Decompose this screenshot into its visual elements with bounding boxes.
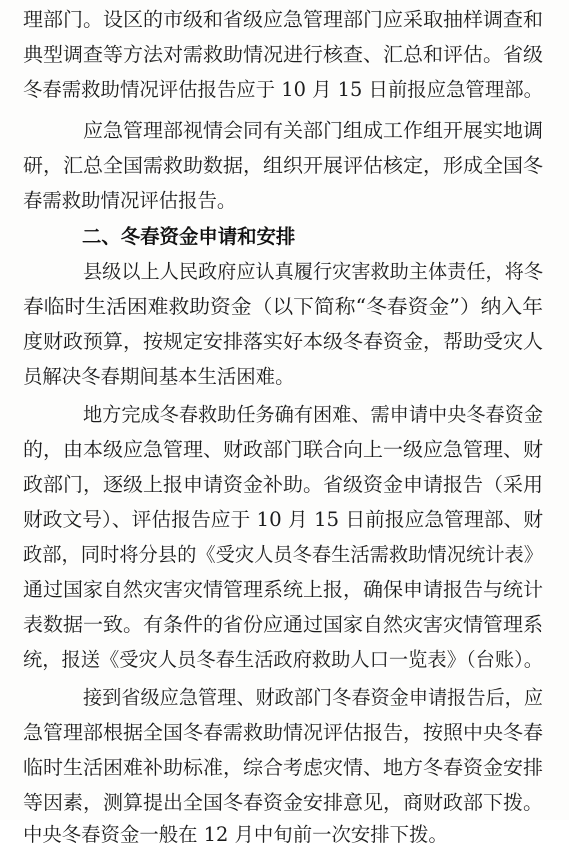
line-text: 县级以上人民政府应认真履行灾害救助主体责任，将冬: [83, 260, 544, 283]
line-text: 等因素，测算提出全国冬春资金安排意见，商财政部下拨。: [23, 791, 543, 814]
text-line: [0, 359, 569, 395]
line-text: 员解决冬春期间基本生活困难。: [23, 365, 295, 388]
text-line: [0, 148, 569, 184]
text-line: [0, 607, 569, 643]
line-text: 政部，同时将分县的《受灾人员冬春生活需救助情况统计表》: [23, 543, 543, 566]
text-line: [0, 254, 569, 290]
line-text: 应急管理部视情会同有关部门组成工作组开展实地调: [83, 119, 543, 142]
line-text: 研，汇总全国需救助数据，组织开展评估核定，形成全国冬: [23, 154, 543, 177]
line-text: 理部门。设区的市级和省级应急管理部门应采取抽样调查和: [23, 8, 543, 31]
line-text: 表数据一致。有条件的省份应通过国家自然灾害灾情管理系: [23, 613, 543, 636]
text-line: [0, 680, 569, 716]
line-text: 政部门，逐级上报申请资金补助。省级资金申请报告（采用: [23, 473, 543, 496]
text-line: [0, 37, 569, 73]
line-text: 接到省级应急管理、财政部门冬春资金申请报告后，应: [83, 686, 544, 709]
text-line: [0, 642, 569, 678]
line-text: 急管理部根据全国冬春需救助情况评估报告，按照中央冬春: [23, 721, 543, 744]
text-line: [0, 572, 569, 608]
line-text: 财政文号）、评估报告应于 10 月 15 日前报应急管理部、财: [23, 508, 543, 531]
text-line: [0, 432, 569, 468]
text-line: [0, 817, 569, 853]
line-text: 统，报送《受灾人员冬春生活政府救助人口一览表》（台账）。: [23, 648, 543, 671]
line-text: 度财政预算，按规定安排落实好本级冬春资金，帮助受灾人: [23, 330, 543, 353]
text-line: [0, 113, 569, 149]
text-line: [0, 2, 569, 38]
text-line: [0, 502, 569, 538]
text-line: [0, 715, 569, 751]
line-text: 春需救助情况评估报告。: [23, 189, 237, 212]
line-text: 通过国家自然灾害灾情管理系统上报，确保申请报告与统计: [23, 578, 543, 601]
line-text: 春临时生活困难救助资金（以下简称“冬春资金”）纳入年: [23, 295, 543, 318]
line-text: 的，由本级应急管理、财政部门联合向上一级应急管理、财: [23, 438, 543, 461]
text-line: [0, 72, 569, 108]
text-line: [0, 289, 569, 325]
line-text: 冬春需救助情况评估报告应于 10 月 15 日前报应急管理部。: [23, 78, 543, 101]
line-text: 典型调查等方法对需救助情况进行核查、汇总和评估。省级: [23, 43, 543, 66]
text-line: [0, 750, 569, 786]
text-line: [0, 785, 569, 821]
text-line: [0, 397, 569, 433]
text-line: [0, 467, 569, 503]
text-line: [0, 537, 569, 573]
section-heading: [0, 219, 569, 255]
text-line: [0, 324, 569, 360]
heading-text: 二、冬春资金申请和安排: [82, 225, 296, 248]
line-text: 临时生活困难补助标准，综合考虑灾情、地方冬春资金安排: [23, 756, 543, 779]
line-text: 中央冬春资金一般在 12 月中旬前一次安排下拨。: [23, 823, 448, 846]
text-line: [0, 183, 569, 219]
line-text: 地方完成冬春救助任务确有困难、需申请中央冬春资金: [83, 403, 544, 426]
